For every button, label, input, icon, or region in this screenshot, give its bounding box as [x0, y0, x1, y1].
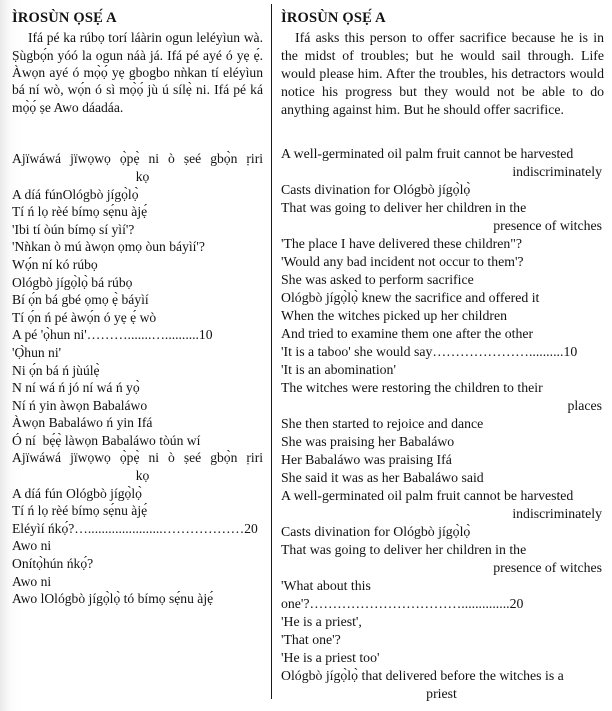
verse-line: Ó ní bẹ́ẹ̀ làwọn Babaláwo tòún wí: [12, 432, 201, 448]
verse-line: Ajïwáwá jïwọwọ ọ̀pẹ̀ ni ò ṣeé gbọ̀n ṛiri: [12, 450, 263, 466]
verse-line: N ní wá ń jó ní wá ń yọ̀: [12, 380, 140, 396]
verse-line-continuation: places: [567, 397, 602, 413]
verse-line: A díá fúnOlógbò jígọ̀lọ̀: [12, 186, 139, 202]
verse-line: And tried to examine them one after the other: [281, 325, 534, 341]
verse-line-text: A pé 'ọ̀hun ni': [12, 327, 87, 343]
verse-line: 'The place I have delivered these children"?: [281, 235, 523, 251]
verse-line-continuation: kọ: [135, 468, 150, 484]
verse-line-with-marker: [12, 520, 263, 538]
verse-line-with-marker: [281, 343, 604, 361]
verse-line: 'Ibi tí òún bímọ sí yìí'?: [12, 221, 135, 237]
verse-line: 'He is a priest',: [281, 613, 362, 629]
right-column-intro-paragraph: Ifá asks this person to offer sacrifice because he is in the midst of troubles; but he would sail through. Life would please him. After the troubles, his detractors would notice his progress but they would not be able to do anything against him. But he should offer sacrifice.: [281, 30, 604, 117]
verse-line-continuation: presence of witches: [493, 559, 602, 575]
line-number-marker: 20: [244, 520, 258, 536]
verse-line: 'He is a priest too': [281, 649, 380, 665]
left-column-verse: [12, 150, 263, 607]
verse-line: 'Would any bad incident not occur to them'?: [281, 253, 524, 269]
verse-line: A well-germinated oil palm fruit cannot be harvested: [281, 487, 574, 503]
verse-line: Her Babaláwo was praising Ifá: [281, 451, 452, 467]
verse-line: Tí ọ́n ń pé àwọ́n ó yẹ ẹ́ wò: [12, 309, 157, 325]
verse-line: Ní ń yin àwọn Babaláwo: [12, 397, 148, 413]
verse-line-continuation: indiscriminately: [512, 505, 602, 521]
right-column-english: [272, 0, 612, 711]
verse-line: Tí ń lọ rèé bímọ sẹ́nu àjẹ́: [12, 503, 148, 519]
verse-line: She was asked to perform sacrifice: [281, 271, 474, 287]
verse-line: Casts divination for Ológbò jígọ̀lọ̀: [281, 523, 471, 539]
verse-line: Tí ń lọ rèé bímọ sẹ́nu àjẹ́: [12, 204, 148, 220]
verse-line: Casts divination for Ológbò jígọ̀lọ̀: [281, 181, 471, 197]
verse-line: Bí ọ́n bá gbé ọmọ ẹ̀ báyìí: [12, 292, 149, 308]
verse-line-with-marker: [12, 326, 263, 344]
verse-line: Awo ni: [12, 573, 52, 589]
leader-dots: ……………………………..............: [309, 595, 510, 611]
verse-line: 'Nǹkan ò mú àwọn ọmọ òun báyìí'?: [12, 239, 205, 255]
verse-line-text: Eléyìí ńkọ́?: [12, 520, 75, 536]
verse-line: 'Ọ̀hun ni': [12, 344, 62, 360]
verse-line-text: 'What about this one'?: [281, 577, 375, 611]
right-column-verse: [281, 145, 604, 703]
verse-line-continuation: kọ: [135, 168, 150, 184]
verse-line: The witches were restoring the children to their: [281, 379, 543, 395]
line-number-marker: 10: [198, 327, 213, 343]
verse-line: 'That one'?: [281, 631, 341, 647]
verse-line: That was going to deliver her children in the: [281, 541, 527, 557]
verse-line: She said it was as her Babaláwo said: [281, 469, 484, 485]
line-number-marker: 10: [563, 343, 578, 359]
verse-line: Ológbò jígọ̀lọ̀ that delivered before the witches is a: [281, 667, 564, 683]
left-column-intro-paragraph: Ifá pé ka rúbọ torí láàrin ogun leléyìun wà. Ṣùgbọ́n yóó la ogun náà já. Ifá pé ayé ó yẹ ẹ́. Àwọn ayé ó mọ̀ọ́ yẹ gbogbo nǹkan tí eléyìun bá ní wò, wọ́n ó sì mọ̀ọ́ jù ú sílẹ̀ ni. Ifá pé ká mọ̀ọ́ ṣe Awo dáadáa.: [12, 30, 263, 115]
verse-line-continuation: indiscriminately: [512, 163, 602, 179]
verse-line-continuation: priest: [426, 685, 457, 701]
verse-line-with-marker: [281, 577, 604, 613]
left-column-heading: ÌROSÙN ỌSẸ́ A: [12, 10, 117, 26]
verse-line: When the witches picked up her children: [281, 307, 508, 323]
verse-line: Onítọ̀hún ńkọ́?: [12, 556, 94, 572]
verse-line: Ajïwáwá jïwọwọ ọ̀pẹ̀ ni ò ṣeé gbọ̀n ṛiri: [12, 151, 263, 167]
line-number-marker: 20: [509, 595, 524, 611]
leader-dots: …......................………………: [74, 520, 245, 536]
verse-line: A well-germinated oil palm fruit cannot be harvested: [281, 145, 574, 161]
verse-line: That was going to deliver her children in the: [281, 199, 527, 215]
verse-line: Awo lOlógbò jígọ̀lọ̀ tó bímọ sẹ́nu àjẹ́: [12, 591, 214, 607]
verse-line-text: 'It is a taboo' she would say: [281, 343, 433, 359]
verse-line: Awo ni: [12, 538, 52, 554]
left-column-yoruba: [0, 0, 271, 711]
spacer: [12, 116, 263, 150]
verse-line: She then started to rejoice and dance: [281, 415, 484, 431]
right-column-heading: ÌROSÙN ỌSẸ́ A: [281, 10, 386, 26]
verse-line: Ni ọ́n bá ń jùúlẹ̀: [12, 362, 100, 378]
leader-dots: …………………..........: [432, 343, 564, 359]
verse-line: 'It is an abomination': [281, 361, 396, 377]
leader-dots: ……….......…..........: [86, 327, 199, 343]
verse-line: Ológbò jígọ̀lọ̀ bá rúbọ: [12, 274, 133, 290]
verse-line: She was praising her Babaláwo: [281, 433, 455, 449]
verse-line: Àwọn Babaláwo ń yin Ifá: [12, 415, 153, 431]
verse-line: Wọ́n ní kó rúbọ: [12, 256, 98, 272]
spacer: [281, 119, 604, 145]
verse-line: A díá fún Ológbò jígọ̀lọ̀: [12, 485, 142, 501]
verse-line-continuation: presence of witches: [493, 217, 602, 233]
verse-line: Ológbò jígọ̀lọ̀ knew the sacrifice and offered it: [281, 289, 540, 305]
